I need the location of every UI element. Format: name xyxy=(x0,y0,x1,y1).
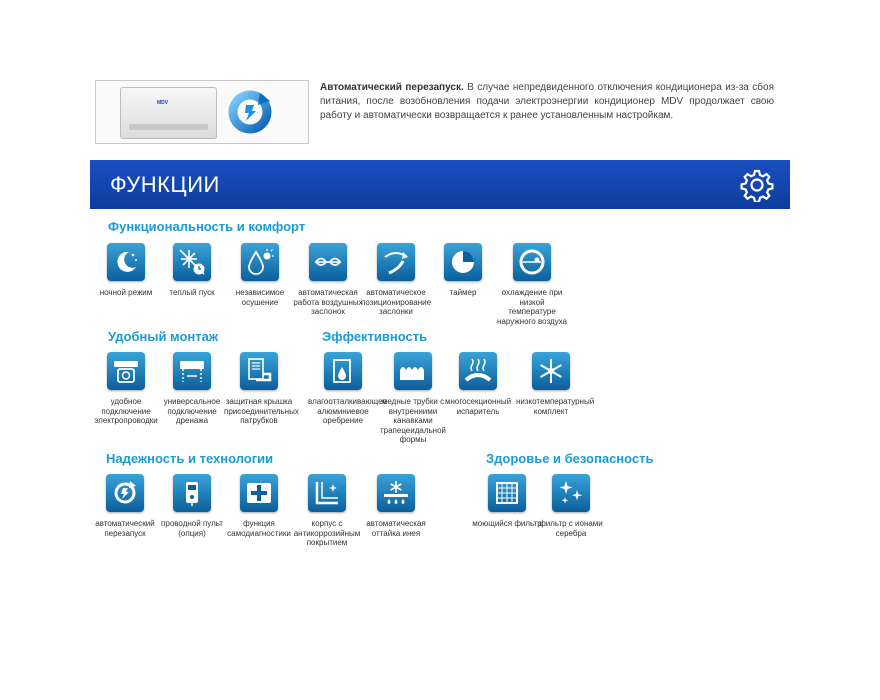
gear-icon xyxy=(740,168,774,202)
promo-heading: Автоматический перезапуск. xyxy=(320,82,464,93)
feature-label: автоматическая работа воздушных заслонок xyxy=(293,288,363,316)
feature-label: охлаждение при низкой температуре наружного воздуха xyxy=(497,288,567,326)
feature-wiring xyxy=(91,352,161,426)
feature-label: автоматическое позиционирование заслонки xyxy=(361,288,432,316)
feature-label: автоматический перезапуск xyxy=(95,519,155,538)
feature-label: медные трубки с внутренними канавками трапецеидальной формы xyxy=(379,397,447,444)
pipe-cover-icon xyxy=(240,352,278,390)
feature-timer xyxy=(428,243,498,298)
section-efficiency-title: Эффективность xyxy=(322,329,428,344)
restart-icon xyxy=(106,474,144,512)
feature-label: таймер xyxy=(449,288,477,297)
evaporator-icon xyxy=(459,352,497,390)
feature-independent-dehumidification xyxy=(225,243,295,307)
filter-icon xyxy=(488,474,526,512)
moon-icon xyxy=(107,243,145,281)
feature-label: теплый пуск xyxy=(169,288,215,297)
louver-icon xyxy=(309,243,347,281)
promo-image xyxy=(95,80,309,144)
feature-self-diagnostics xyxy=(224,474,294,538)
defrost-icon xyxy=(377,474,415,512)
feature-anticorrosion xyxy=(292,474,362,548)
low-temp-cooling-icon xyxy=(513,243,551,281)
promo-body: В случае непредвиденного отключения кондиционера из-за сбоя питания, после возобновления подачи электроэнергии кондиционер MDV продолжает свою работу и автоматически возвращается к ранее установленным настройкам. xyxy=(320,82,774,121)
feature-label: моющийся фильтр xyxy=(472,519,542,528)
anticorrosion-icon xyxy=(308,474,346,512)
feature-washable-filter xyxy=(472,474,542,529)
snowflake-icon xyxy=(532,352,570,390)
feature-low-temp-cooling xyxy=(497,243,567,326)
timer-icon xyxy=(444,243,482,281)
silver-ion-icon xyxy=(552,474,590,512)
section-comfort-title: Функциональность и комфорт xyxy=(108,219,306,234)
promo-description xyxy=(320,81,774,123)
feature-auto-defrost xyxy=(361,474,431,538)
feature-label: независимое осушение xyxy=(235,288,285,307)
feature-label: фильтр с ионами серебра xyxy=(539,519,603,538)
wiring-icon xyxy=(107,352,145,390)
section-install-title: Удобный монтаж xyxy=(108,329,219,344)
feature-auto-louver xyxy=(293,243,363,317)
feature-label: автоматическая оттайка инея xyxy=(366,519,426,538)
feature-label: удобное подключение электропроводки xyxy=(94,397,158,425)
restart-icon xyxy=(226,87,274,137)
feature-drain xyxy=(157,352,227,426)
feature-label: функция самодиагностики xyxy=(227,519,291,538)
feature-copper-tubes xyxy=(378,352,448,445)
feature-label: многосекционный испаритель xyxy=(444,397,512,416)
feature-night-mode xyxy=(91,243,161,298)
feature-multi-evaporator xyxy=(443,352,513,416)
feature-hydrophilic-fins xyxy=(308,352,387,426)
banner-title: ФУНКЦИИ xyxy=(110,172,220,197)
fins-icon xyxy=(324,352,362,390)
feature-label: защитная крышка присоединительных патрубков xyxy=(224,397,299,425)
feature-label: ночной режим xyxy=(99,288,153,297)
feature-label: влагоотталкивающее алюминиевое оребрение xyxy=(308,397,387,425)
feature-low-temp-kit xyxy=(516,352,595,416)
warm-start-icon xyxy=(173,243,211,281)
remote-icon xyxy=(173,474,211,512)
feature-wired-remote xyxy=(157,474,227,538)
louver-position-icon xyxy=(377,243,415,281)
feature-label: корпус с антикоррозийным покрытием xyxy=(293,519,361,547)
feature-auto-louver-position xyxy=(361,243,431,317)
feature-label: низкотемпературный комплект xyxy=(516,397,595,416)
diagnostics-icon xyxy=(240,474,278,512)
feature-label: универсальное подключение дренажа xyxy=(163,397,221,425)
brand-logo: MDV xyxy=(157,100,169,106)
feature-warm-start xyxy=(157,243,227,298)
functions-banner xyxy=(90,160,790,209)
feature-label: проводной пульт (опция) xyxy=(161,519,223,538)
drain-icon xyxy=(173,352,211,390)
section-reliability-title: Надежность и технологии xyxy=(106,451,274,466)
feature-pipe-cover xyxy=(224,352,299,426)
ac-unit-picture xyxy=(120,87,217,139)
drop-sun-icon xyxy=(241,243,279,281)
feature-auto-restart xyxy=(90,474,160,538)
feature-silver-ion-filter xyxy=(536,474,606,538)
copper-tube-icon xyxy=(394,352,432,390)
section-health-title: Здоровье и безопасность xyxy=(486,451,654,466)
